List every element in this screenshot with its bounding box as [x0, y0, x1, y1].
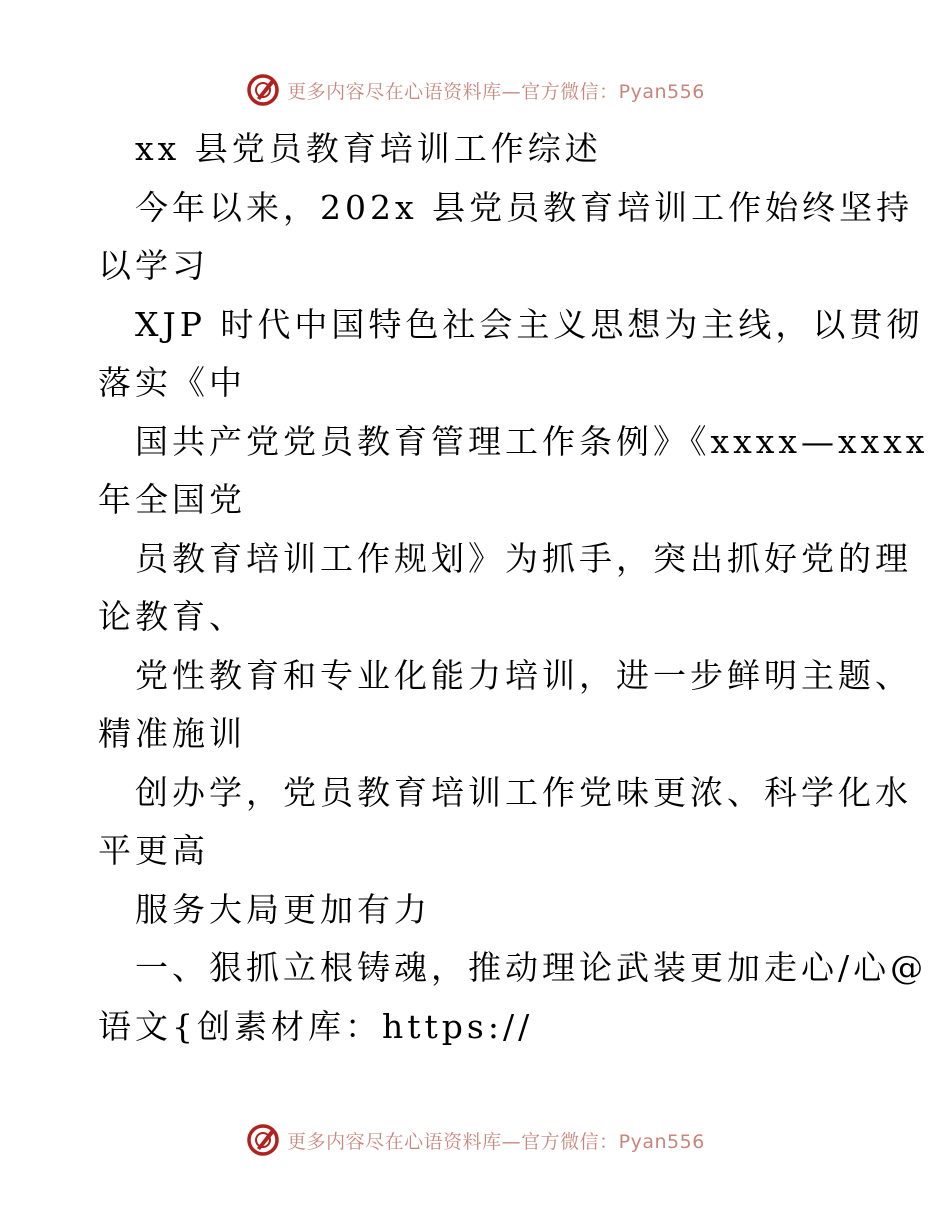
- text-line: 论教育、: [98, 597, 246, 636]
- header-banner-text: 更多内容尽在心语资料库—官方微信：Pyan556: [287, 80, 705, 103]
- text-line: 服务大局更加有力: [135, 889, 431, 929]
- document-body: [98, 120, 929, 1056]
- text-line: 以学习: [98, 246, 209, 285]
- text-line: XJP 时代中国特色社会主义思想为主线，以贯彻: [135, 304, 924, 344]
- text-line: 党性教育和专业化能力培训，进一步鲜明主题、: [135, 655, 912, 695]
- footer-watermark-banner: [0, 1120, 950, 1160]
- brand-logo-icon: [245, 72, 281, 108]
- text-line: 员教育培训工作规划》为抓手，突出抓好党的理: [135, 538, 912, 578]
- text-line: 语文{创素材库：https://: [98, 1006, 534, 1046]
- text-line: 平更高: [98, 831, 209, 870]
- section-heading: 一、狠抓立根铸魂，推动理论武装更加走心/心@: [135, 948, 928, 987]
- text-line: 年全国党: [98, 480, 246, 519]
- footer-banner-text: 更多内容尽在心语资料库—官方微信：Pyan556: [287, 1130, 705, 1153]
- text-line: 今年以来，202x 县党员教育培训工作始终坚持: [135, 187, 914, 227]
- header-watermark-banner: [0, 70, 950, 110]
- document-title: xx 县党员教育培训工作综述: [135, 129, 602, 168]
- text-line: 创办学，党员教育培训工作党味更浓、科学化水: [135, 772, 912, 812]
- text-line: 精准施训: [98, 714, 246, 753]
- text-line: 落实《中: [98, 363, 246, 402]
- text-line: 国共产党党员教育管理工作条例》《xxxx—xxxx: [135, 421, 929, 461]
- brand-logo-icon: [245, 1122, 281, 1158]
